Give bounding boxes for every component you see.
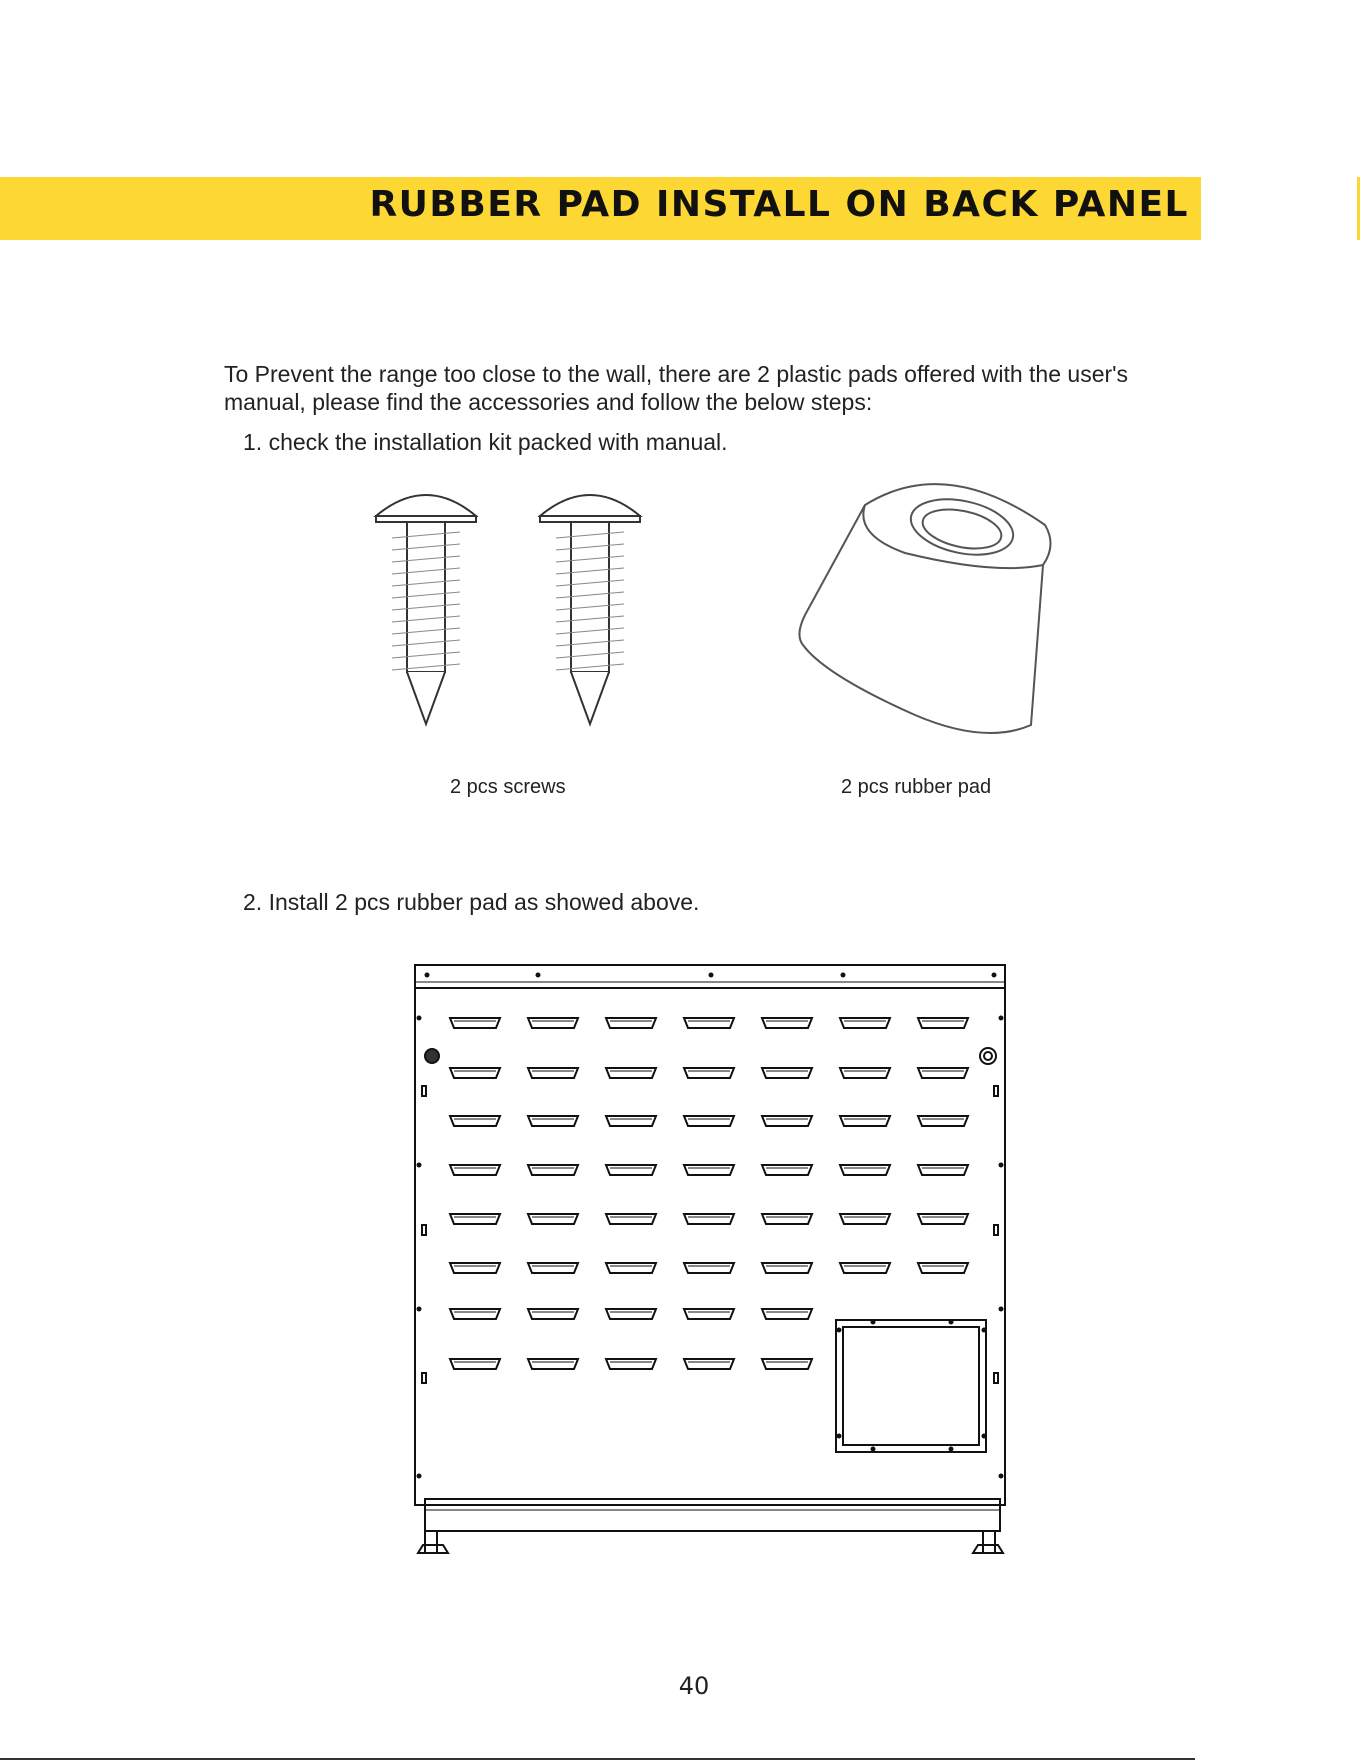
panel-screw-dot [999, 1307, 1004, 1312]
title-bar [0, 177, 1201, 240]
step-2: 2. Install 2 pcs rubber pad as showed above. [243, 889, 700, 915]
panel-screw-dot [949, 1320, 954, 1325]
panel-screw-dot [536, 973, 541, 978]
panel-screw-dot [709, 973, 714, 978]
panel-screw-dot [949, 1447, 954, 1452]
panel-screw-dot [871, 1447, 876, 1452]
panel-screw-dot [999, 1016, 1004, 1021]
panel-screw-dot [999, 1163, 1004, 1168]
panel-screw-dot [982, 1434, 987, 1439]
panel-screw-dot [425, 973, 430, 978]
intro-paragraph: To Prevent the range too close to the wall, there are 2 plastic pads offered with the user's manual, please find the accessories and follow the below steps: [224, 361, 1129, 415]
edge-marker [1357, 177, 1360, 240]
footer-rule [0, 1758, 1195, 1760]
step-1: 1. check the installation kit packed with manual. [243, 429, 728, 455]
rubber-pad-caption: 2 pcs rubber pad [841, 776, 992, 798]
panel-screw-dot [982, 1328, 987, 1333]
panel-screw-dot [992, 973, 997, 978]
panel-screw-dot [417, 1163, 422, 1168]
panel-screw-dot [841, 973, 846, 978]
panel-screw-dot [999, 1474, 1004, 1479]
rubber-pad-illustration [795, 475, 1075, 745]
back-panel-diagram [405, 955, 1025, 1575]
screw-icon [540, 495, 640, 724]
panel-screw-dot [837, 1434, 842, 1439]
screws-caption: 2 pcs screws [450, 776, 566, 798]
panel-screw-dot [837, 1328, 842, 1333]
panel-screw-dot [417, 1474, 422, 1479]
screws-illustration [370, 488, 690, 728]
page-number: 40 [678, 1672, 710, 1700]
panel-screw-dot [417, 1016, 422, 1021]
panel-screw-dot [871, 1320, 876, 1325]
screw-icon [376, 495, 476, 724]
panel-screw-dot [417, 1307, 422, 1312]
page-title: RUBBER PAD INSTALL ON BACK PANEL [369, 184, 1189, 225]
